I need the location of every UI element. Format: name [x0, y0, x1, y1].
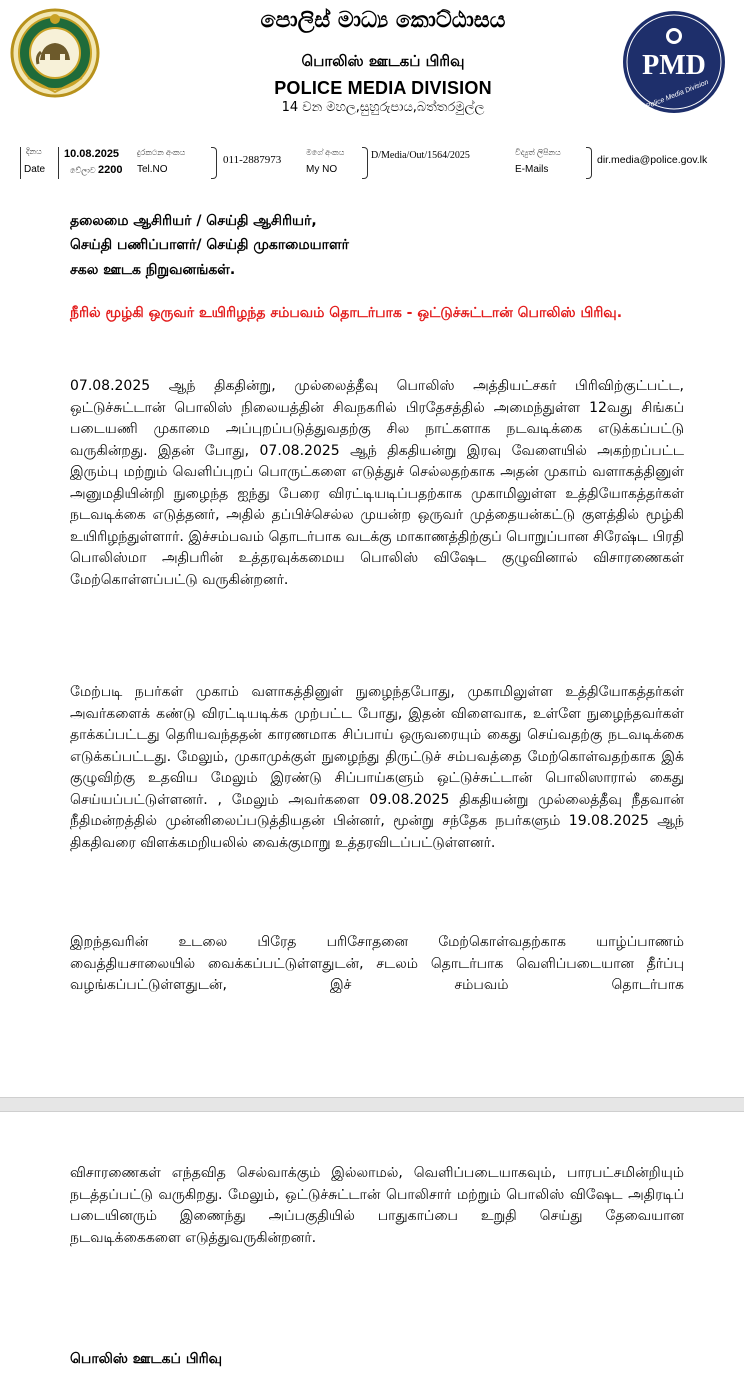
header-title-sinhala: පොලිස් මාධ්‍ය කොට්ඨාසය: [260, 8, 506, 33]
body-paragraph: 07.08.2025 ஆந் திகதின்று, முல்லைத்தீவு பொலிஸ் அத்தியட்சகர் பிரிவிற்குட்பட்ட, ஒட்டுச்சுட்டான் பொலிஸ் நிலையத்தின் சிவநகரில் பிரதேசத்தில் அமைந்துள்ள 12வது சிங்கப் படையணி முகாமை அப்புறப்படுத்துவதற்கு சில நாட்களாக நடவடிக்கை எடுக்கப்பட்டு வருகின்றது. இதன் போது, 07.08.2025 ஆந் திகதியன்று இரவு வேளையில் அகற்றப்பட்ட இரும்பு மற்றும் வெளிப்புறப் பொருட்களை எடுத்துச் செல்லதற்காக அதன் முகாம் வளாகத்தினுள் அனுமதியின்றி நுழைந்த ஐந்து பேரை விரட்டியடிப்பதற்காக முகாமிலுள்ள உத்தியோகத்தர்கள் நடவடிக்கை எடுத்தனர், அதில் தப்பிச்செல்ல முயன்ற ஒருவர் முத்தையன்கட்டு குளத்தில் மூழ்கி உயிரிழந்துள்ளார். இச்சம்பவம் தொடர்பாக வடக்கு மாகாணத்திற்குப் பொறுப்பான சிரேஷ்ட பிரதி பொலிஸ்மா அதிபரின் உத்தரவுக்கமைய பொலிஸ் விஷேட குழுவினால் விசாரணைகள் மேற்கொள்ளப்பட்டு வருகின்றனர்.: [70, 378, 684, 588]
time-label: වේලාව: [70, 166, 96, 175]
tel-label: Tel.NO: [137, 164, 168, 175]
body-paragraph: மேற்படி நபர்கள் முகாம் வளாகத்தினுள் நுழைந்தபோது, முகாமிலுள்ள உத்தியோகத்தர்கள் அவர்களைக் கண்டு விரட்டியடிக்க முற்பட்ட போது, இதன் விளைவாக, உள்ளே நுழைந்தவர்கள் தாக்கப்பட்டது தெரியவந்ததன் காரணமாக சிப்பாய் ஒருவரையும் கைது செய்வதற்கு நடவடிக்கை எடுக்கப்பட்டது. மேலும், முகாமுக்குள் நுழைந்து திருட்டுச் சம்பவத்தை மேற்கொள்வதற்காக இக் குழுவிற்கு உதவிய மேலும் இரண்டு சிப்பாய்களும் ஒட்டுச்சுட்டான் பொலிஸாரால் கைது செய்யப்பட்டுள்ளனர். , மேலும் அவர்களை 09.08.2025 திகதியன்று முல்லைத்தீவு நீதவான் நீதிமன்றத்தில் முன்னிலைப்படுத்தியதன் பின்னர், மூன்று சந்தேக நபர்களும் 19.08.2025 ஆந் திகதிவரை விளக்கமறியலில் வைக்குமாறு உத்தரவிடப்பட்டுள்ளனர்.: [70, 684, 684, 851]
signature: பொலிஸ் ஊடகப் பிரிவு: [70, 1351, 223, 1367]
contact-bar: [20, 145, 726, 183]
header-title-tamil: பொலிஸ் ஊடகப் பிரிவு: [301, 52, 465, 70]
date-value: 10.08.2025: [64, 148, 120, 160]
my-no-label: My NO: [306, 164, 338, 175]
tel-value: 011-2887973: [223, 154, 282, 166]
email-value: dir.media@police.gov.lk: [597, 154, 708, 166]
date-label: Date: [24, 164, 46, 175]
my-no-value: D/Media/Out/1564/2025: [371, 150, 470, 161]
my-no-label-si: මගේ අංකය: [306, 148, 345, 157]
addressee-line: சகல ஊடக நிறுவனங்கள்.: [70, 262, 236, 278]
contact-divider: [20, 147, 21, 179]
email-label-si: විද්‍යුත් ලිපිනය: [515, 148, 561, 157]
email-label: E-Mails: [515, 164, 549, 175]
header-address: 14 වන මහල,සුහුරුපාය,බත්තරමුල්ල: [281, 100, 485, 115]
contact-divider: [58, 147, 59, 179]
addressee-line: செய்தி பணிப்பாளர்/ செய்தி முகாமையாளர்: [70, 237, 349, 253]
time-value: 2200: [98, 164, 123, 176]
press-release-headline: நீரில் மூழ்கி ஒருவர் உயிரிழந்த சம்பவம் தொடர்பாக - ஒட்டுச்சுட்டான் பொலிஸ் பிரிவு.: [70, 305, 623, 321]
addressee-line: தலைமை ஆசிரியர் / செய்தி ஆசிரியர்,: [70, 213, 317, 229]
police-emblem-logo: [10, 8, 100, 98]
pmd-logo-subtext: Police Media Division: [645, 78, 710, 111]
brace-divider: [362, 147, 368, 179]
brace-divider: [586, 147, 592, 179]
page-break: [0, 1097, 744, 1112]
pmd-logo: [622, 10, 726, 114]
tel-label-si: දුරකථන අංකය: [137, 148, 186, 157]
brace-divider: [211, 147, 217, 179]
body-paragraph: விசாரணைகள் எந்தவித செல்வாக்கும் இல்லாமல், வெளிப்படையாகவும், பாரபட்சமின்றியும் நடத்தப்பட்டு வருகிறது. மேலும், ஒட்டுச்சுட்டான் பொலிசார் மற்றும் பொலிஸ் விஷேட அதிரடிப் படையினரும் இணைந்து அப்பகுதியில் பாதுகாப்பை உறுதி செய்து தேவையான நடவடிக்கைகளை எடுத்துவருகின்றனர்.: [70, 1165, 684, 1246]
pmd-logo-text: PMD: [642, 50, 706, 81]
date-label-si: දිනය: [26, 147, 42, 156]
header-title-english: POLICE MEDIA DIVISION: [274, 78, 492, 98]
body-paragraph: இறந்தவரின் உடலை பிரேத பரிசோதனை மேற்கொள்வதற்காக யாழ்ப்பாணம் வைத்தியசாலையில் வைக்கப்பட்டுள்ளதுடன், சடலம் தொடர்பாக வெளிப்படையான தீர்ப்பு வழங்கப்பட்டுள்ளதுடன், இச் சம்பவம் தொடர்பாக: [70, 934, 684, 993]
